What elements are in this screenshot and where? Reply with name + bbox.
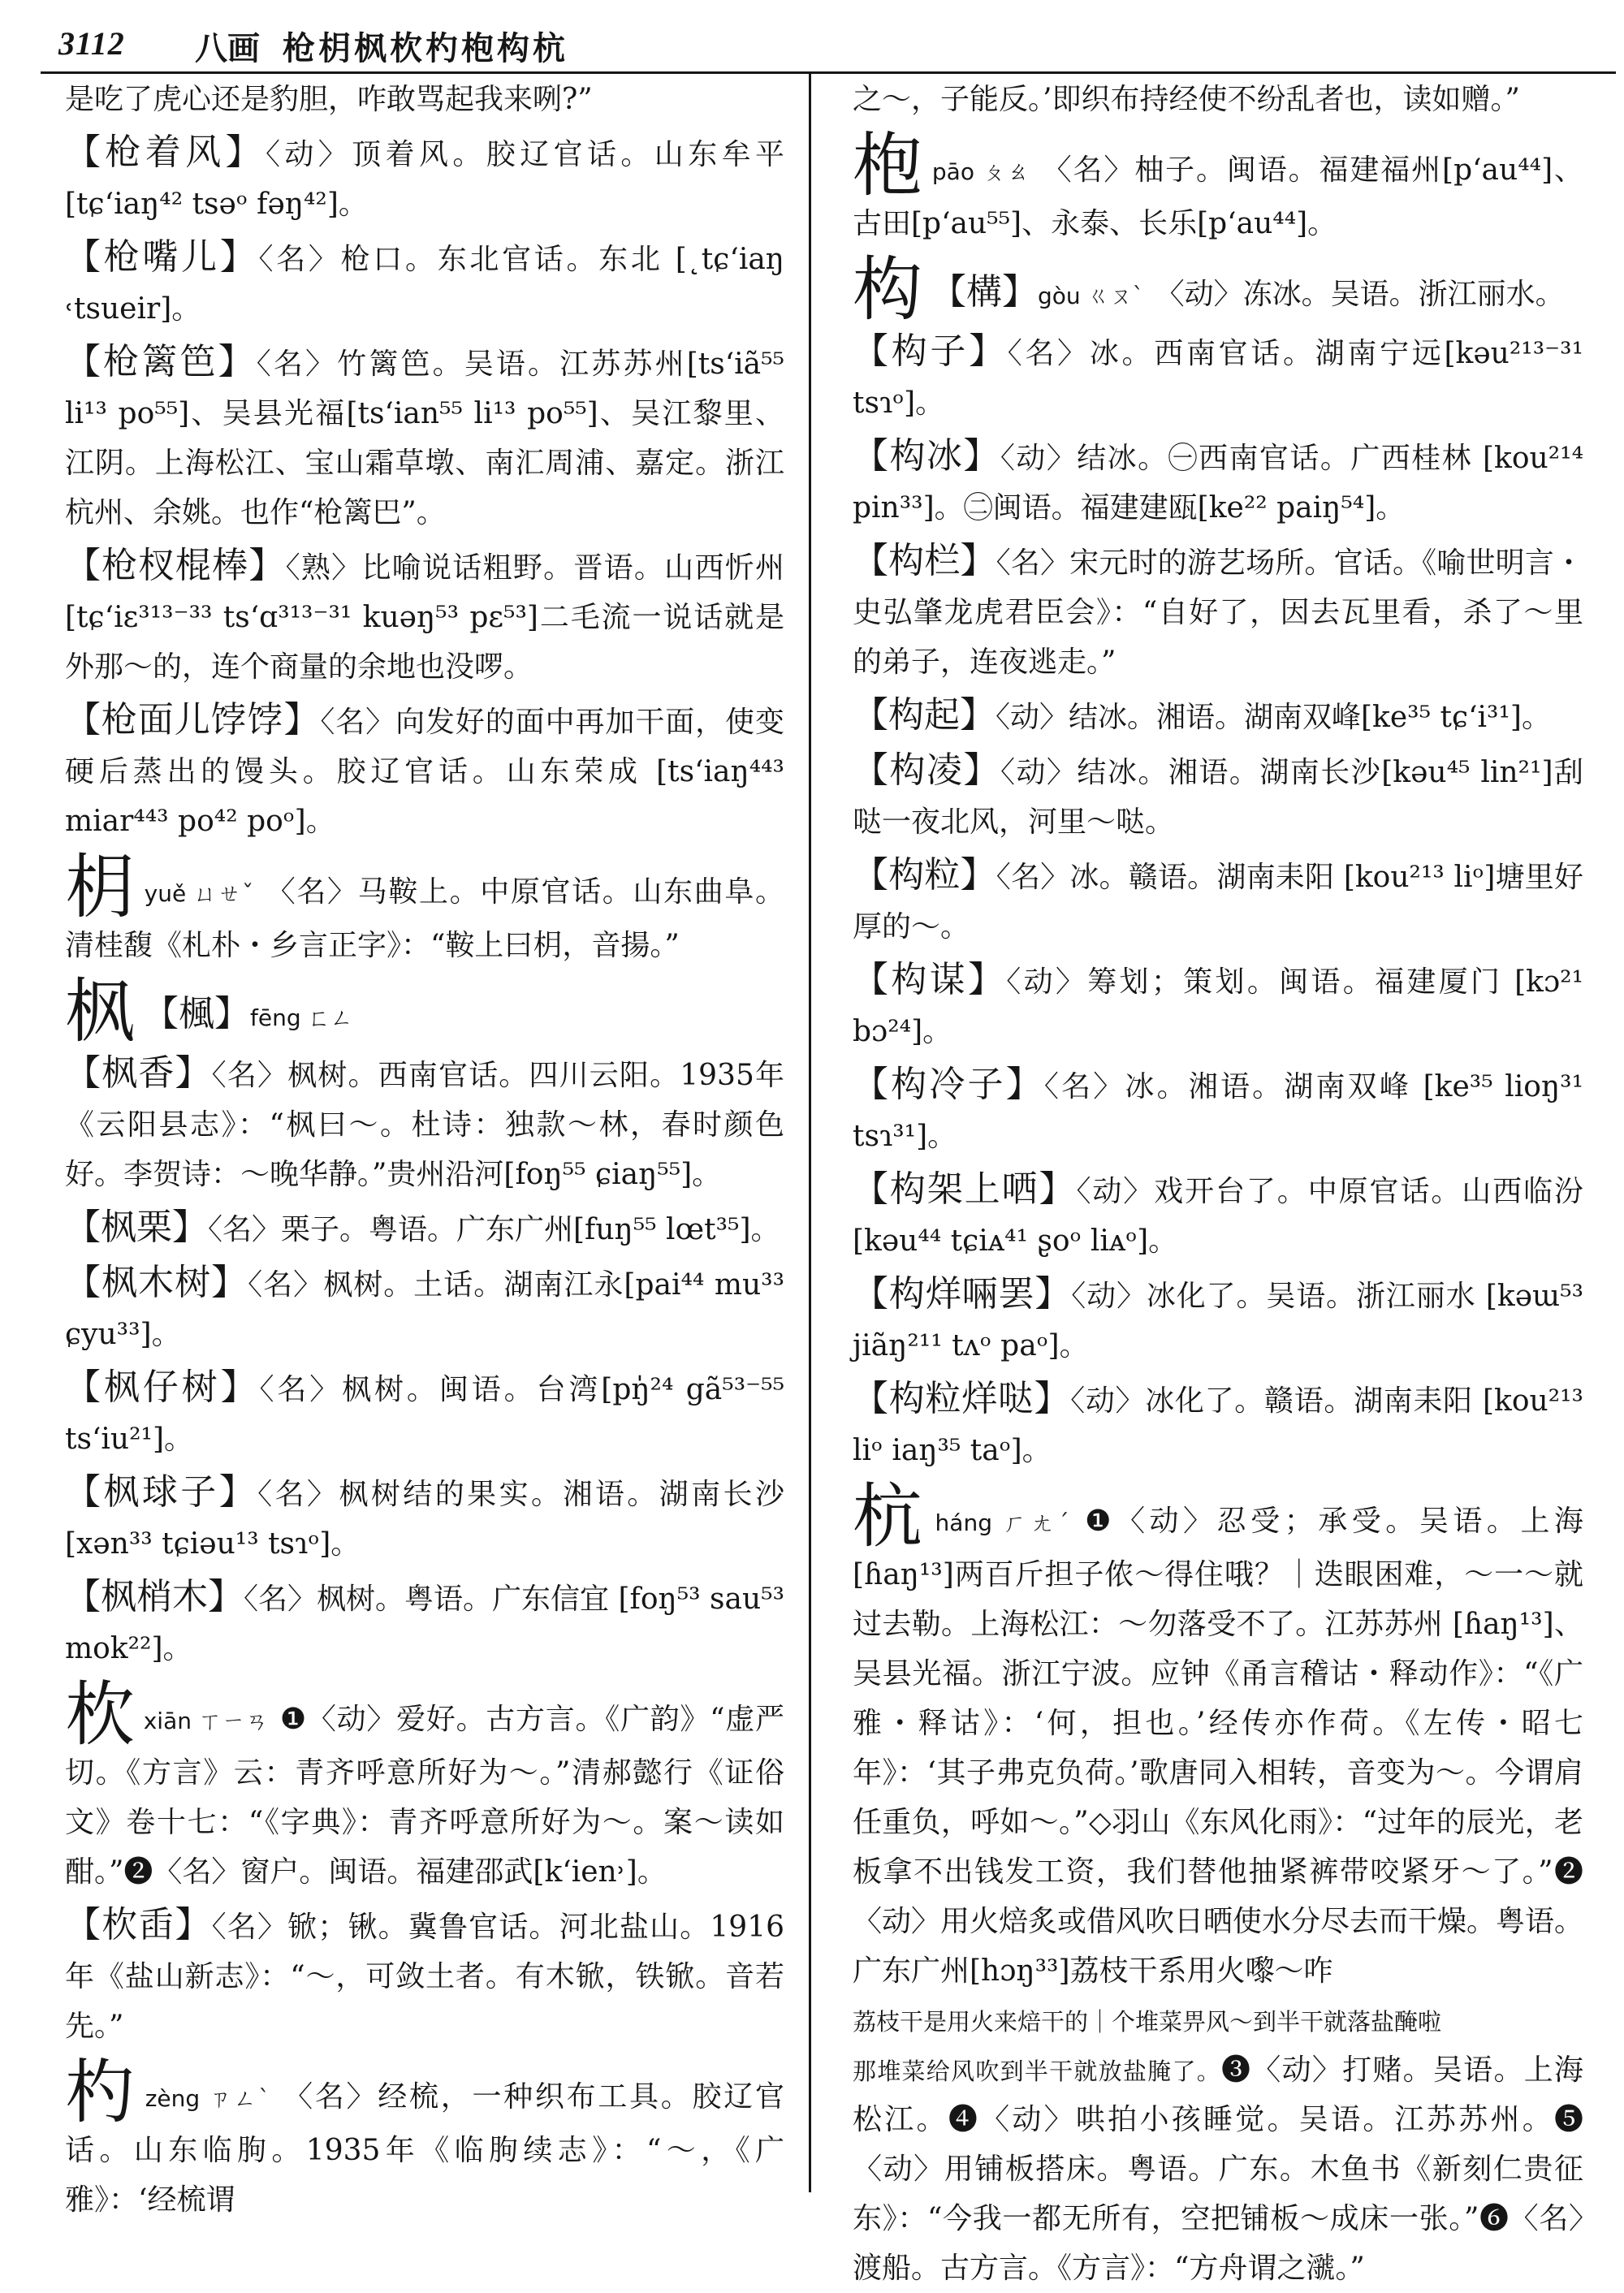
pinyin: gòu xyxy=(1038,283,1081,309)
sub-entry xyxy=(853,955,1583,1056)
entry-term: 【构子】 xyxy=(853,330,1008,372)
entry-term: 【枪杈棍棒】 xyxy=(65,545,286,586)
entry-term: 【构烊啢罢】 xyxy=(853,1273,1072,1315)
headword: 枹 xyxy=(853,125,924,206)
page-header xyxy=(0,0,1624,70)
definition: 〈熟〉比喻说话粗野。晋语。山西忻州[tɕʻiɛ³¹³⁻³³ tsʻɑ³¹³⁻³¹ kuəŋ⁵³ pɛ⁵³]二毛流一说话就是外那～的，连个商量的余地也没啰。 xyxy=(65,551,784,684)
definition: ❶〈动〉爱好。古方言。《广韵》“虚严切。《方言》云：青齐呼意所好为～。”清郝懿行《证俗文》卷十七：“《字典》：青齐呼意所好为～。案～读如酣。”❷〈名〉窗户。闽语。福建邵武[kʻien˒]。 xyxy=(65,1703,784,1889)
entry-term: 【枫木树】 xyxy=(65,1262,248,1303)
zhuyin: ㄏㄤˊ xyxy=(998,1509,1074,1536)
sub-entry xyxy=(65,1048,784,1199)
definition: 〈名〉枫树结的果实。湘语。湖南长沙 [xən³³ tɕiəu¹³ tsɿᵒ]。 xyxy=(65,1478,784,1561)
headword: 枫 xyxy=(65,971,135,1052)
sub-entry xyxy=(65,1572,784,1673)
sub-entry xyxy=(65,337,784,538)
headword-entry xyxy=(65,847,784,970)
definition: 〈名〉柚子。闽语。福建福州[pʻau⁴⁴]、古田[pʻau⁵⁵]、永泰、长乐[pʻau⁴⁴]。 xyxy=(853,153,1583,240)
sub-entry xyxy=(853,431,1583,533)
entry-term: 【构冰】 xyxy=(853,435,1000,477)
definition: 〈动〉冻冰。吴语。浙江丽水。 xyxy=(1155,278,1565,311)
continuation-text xyxy=(853,75,1583,124)
definition: 〈名〉枫树。土话。湖南江永[pai⁴⁴ mu³³ ɕyu³³]。 xyxy=(65,1268,785,1351)
definition: 〈名〉竹篱笆。吴语。江苏苏州[tsʻiã⁵⁵ li¹³ po⁵⁵]、吴县光福[tsʻian⁵⁵ li¹³ po⁵⁵]、吴江黎里、江阴。上海松江、宝山霜草墩、南汇周浦、嘉定。浙江杭州、余姚。也作“枪篱巴”。 xyxy=(65,348,784,529)
headword-entry xyxy=(65,971,784,1052)
headword: 杭 xyxy=(853,1476,927,1557)
definition: 〈名〉宋元时的游艺场所。官话。《喻世明言・史弘肇龙虎君臣会》：“自好了，因去瓦里看，杀了～里的弟子，连夜逃走。” xyxy=(853,546,1583,679)
gloss-line xyxy=(853,2045,1583,2293)
entry-term: 【构谋】 xyxy=(853,959,1007,1000)
headword: 构 xyxy=(853,249,922,330)
entry-term: 【枫栗】 xyxy=(65,1207,208,1248)
pinyin: xiān xyxy=(143,1708,192,1734)
headword-entry xyxy=(65,2052,784,2225)
continuation: 之～，子能反。’即织布持经使不纷乱者也，读如赠。” xyxy=(853,83,1520,116)
entry-term: 【构凌】 xyxy=(853,749,1000,791)
header-characters: 枪枂枫杴杓枹构杭 xyxy=(283,29,568,67)
definition: 〈名〉马鞍上。中原官话。山东曲阜。清桂馥《札朴・乡言正字》：“鞍上曰枂，音揚。” xyxy=(65,875,784,962)
zhuyin: ㄈㄥ xyxy=(307,1004,353,1031)
sub-entry xyxy=(65,695,784,846)
entry-term: 【枫香】 xyxy=(65,1052,212,1094)
sub-entry xyxy=(853,326,1583,428)
header-rule xyxy=(41,71,1616,74)
definition: 〈动〉冰化了。赣语。湖南耒阳 [kou²¹³ liᵒ iaŋ³⁵ taᵒ]。 xyxy=(853,1384,1583,1467)
definition: 〈名〉向发好的面中再加干面，使变硬后蒸出的馒头。胶辽官话。山东荣成 [tsʻiaŋ⁴⁴³ miar⁴⁴³ po⁴² poᵒ]。 xyxy=(65,706,784,838)
gloss-text: 荔枝干是用火来焙干的｜个堆菜畀风～到半干就落盐醃啦 xyxy=(853,2008,1442,2036)
sub-entry xyxy=(65,1203,784,1254)
sub-entry xyxy=(65,1362,784,1464)
entry-term: 【枫仔树】 xyxy=(65,1367,260,1408)
sub-entry xyxy=(65,1258,784,1359)
continuation: 是吃了虎心还是豹胆，咋敢骂起我来咧?” xyxy=(65,83,593,116)
sub-entry xyxy=(65,1467,784,1569)
sub-entry xyxy=(853,1374,1583,1475)
zhuyin: ㄩㄝˇ xyxy=(192,880,255,907)
traditional-form: 【楓】 xyxy=(143,993,250,1034)
entry-term: 【构粒】 xyxy=(853,854,996,896)
definition: 〈名〉枪口。东北官话。东北 [˛tɕʻiaŋ ˓tsueir]。 xyxy=(65,243,784,326)
definition: 〈动〉结冰。㊀西南官话。广西桂林 [kou²¹⁴ pin³³]。㊁闽语。福建建瓯[ke²² paiŋ⁵⁴]。 xyxy=(853,442,1584,525)
headword-entry xyxy=(65,1674,784,1897)
definition: ❶〈动〉忍受；承受。吴语。上海[ɦaŋ¹³]两百斤担子侬～得住哦？｜迭眼困难，～一～就过去勒。上海松江：～勿落受不了。江苏苏州 [ɦaŋ¹³]、吴县光福。浙江宁波。应钟《甬言稽诂・释动作》：“《广雅・释诂》：‘何，担也。’经传亦作荷。《左传・昭七年》：‘其子弗克负荷。’歌唐同入相转，音变为～。今谓肩任重负，呼如～。”◇羽山《东风化雨》：“过年的辰光，老板拿不出钱发工资，我们替他抽紧裤带咬紧牙～了。”❷〈动〉用火焙炙或借风吹日晒使水分尽去而干燥。粤语。广东广州[hɔŋ³³]荔枝干系用火嚟～咋 xyxy=(853,1505,1584,1988)
sub-entry xyxy=(65,1900,784,2051)
sub-entry xyxy=(853,690,1583,742)
definition: 〈名〉枫树。闽语。台湾[pŋ̍²⁴ gã⁵³⁻⁵⁵ tsʻiu²¹]。 xyxy=(65,1373,784,1456)
entry-term: 【构架上哂】 xyxy=(853,1168,1077,1210)
gloss-text: 那堆菜给风吹到半干就放盐腌了。 xyxy=(853,2058,1222,2085)
definition: 〈名〉冰。西南官话。湖南宁远[kəu²¹³⁻³¹ tsɿᵒ]。 xyxy=(853,337,1584,420)
sub-entry xyxy=(853,536,1583,687)
entry-term: 【枪嘴儿】 xyxy=(65,236,259,278)
zhuyin: ㄒㄧㄢ xyxy=(198,1708,269,1734)
headword-entry xyxy=(853,249,1583,330)
continuation-text xyxy=(65,75,784,124)
pinyin: pāo xyxy=(931,158,974,185)
pinyin: yuě xyxy=(144,880,187,907)
definition: 〈动〉戏开台了。中原官话。山西临汾 [kəu⁴⁴ tɕiᴀ⁴¹ ʂoᵒ liᴀᵒ]。 xyxy=(853,1175,1583,1258)
column-divider xyxy=(809,71,811,2192)
definition: 〈动〉结冰。湘语。湖南长沙[kəu⁴⁵ lin²¹]刮哒一夜北风，河里～哒。 xyxy=(853,756,1584,839)
headword-entry xyxy=(853,125,1583,248)
headword: 枂 xyxy=(65,847,136,928)
sub-entry xyxy=(65,541,784,692)
pinyin: fēng xyxy=(250,1004,301,1031)
definition: 〈名〉栗子。粤语。广东广州[fuŋ⁵⁵ lœt³⁵]。 xyxy=(208,1213,780,1246)
definition: 〈名〉锨；锹。冀鲁官话。河北盐山。1916年《盐山新志》：“～，可敛土者。有木锨，铁锨。音若先。” xyxy=(65,1911,785,2043)
definition: 〈动〉筹划；策划。闽语。福建厦门 [kɔ²¹ bɔ²⁴]。 xyxy=(853,965,1583,1048)
sub-entry xyxy=(853,1269,1583,1371)
sub-entry xyxy=(65,232,784,334)
sub-entry xyxy=(853,850,1583,952)
entry-term: 【枫梢木】 xyxy=(65,1576,244,1617)
definition: 〈动〉冰化了。吴语。浙江丽水 [kəɯ⁵³ jiãŋ²¹¹ tʌᵒ paᵒ]。 xyxy=(853,1280,1584,1362)
section-label: 八画 xyxy=(195,29,260,67)
definition: 〈动〉顶着风。胶辽官话。山东牟平[tɕʻiaŋ⁴² tsəᵒ fəŋ⁴²]。 xyxy=(65,138,784,221)
sub-entry xyxy=(853,1164,1583,1266)
right-column xyxy=(853,75,1584,2285)
definition: 〈名〉冰。赣语。湖南耒阳 [kou²¹³ liᵒ]塘里好厚的～。 xyxy=(853,861,1584,944)
zhuyin: ㄗㄥˋ xyxy=(206,2085,273,2112)
headword: 杓 xyxy=(65,2052,137,2133)
pinyin: zèng xyxy=(145,2085,201,2112)
definition: 〈名〉经梳，一种织布工具。胶辽官话。山东临朐。1935年《临朐续志》：“～，《广雅》：‘经梳谓 xyxy=(65,2080,784,2217)
definition: 〈名〉枫树。粤语。广东信宜 [foŋ⁵³ sau⁵³ mok²²]。 xyxy=(65,1583,785,1665)
definition: 〈名〉枫树。西南官话。四川云阳。1935年《云阳县志》：“枫曰～。杜诗：独款～林，春时颜色好。李贺诗：～晚华静。”贵州沿河[foŋ⁵⁵ ɕiaŋ⁵⁵]。 xyxy=(65,1059,785,1191)
zhuyin: ㄍㄡˋ xyxy=(1086,283,1144,309)
pinyin: háng xyxy=(935,1509,992,1536)
entry-term: 【构粒烊哒】 xyxy=(853,1378,1071,1419)
left-column xyxy=(65,75,785,2217)
entry-term: 【杴臿】 xyxy=(65,1904,212,1945)
definition: 〈动〉结冰。湘语。湖南双峰[ke³⁵ tɕʻi³¹]。 xyxy=(996,701,1551,734)
gloss-line xyxy=(853,1996,1583,2045)
entry-term: 【枫球子】 xyxy=(65,1471,258,1513)
entry-term: 【构冷子】 xyxy=(853,1064,1044,1105)
entry-term: 【构栏】 xyxy=(853,540,996,581)
zhuyin: ㄆㄠ xyxy=(980,158,1031,185)
sub-entry xyxy=(853,745,1583,847)
headword-entry xyxy=(853,1476,1584,1996)
sub-entry xyxy=(853,1060,1583,1161)
entry-term: 【构起】 xyxy=(853,694,996,736)
traditional-form: 【構】 xyxy=(931,271,1038,313)
definition: 〈名〉冰。湘语。湖南双峰 [ke³⁵ lioŋ³¹ tsɿ³¹]。 xyxy=(853,1070,1584,1153)
headword: 杴 xyxy=(65,1674,136,1755)
entry-term: 【枪着风】 xyxy=(65,132,266,173)
entry-term: 【枪面儿饽饽】 xyxy=(65,699,321,741)
entry-term: 【枪篱笆】 xyxy=(65,341,257,382)
sub-entry xyxy=(65,127,784,229)
page-number: 3112 xyxy=(58,25,125,62)
definition: ❸〈动〉打赌。吴语。上海松江。❹〈动〉哄拍小孩睡觉。吴语。江苏苏州。❺〈动〉用铺板搭床。粤语。广东。木鱼书《新刻仁贵征东》：“今我一都无所有，空把铺板～成床一张。”❻〈名〉渡船。古方言。《方言》：“方舟谓之㶁。” xyxy=(853,2053,1583,2285)
